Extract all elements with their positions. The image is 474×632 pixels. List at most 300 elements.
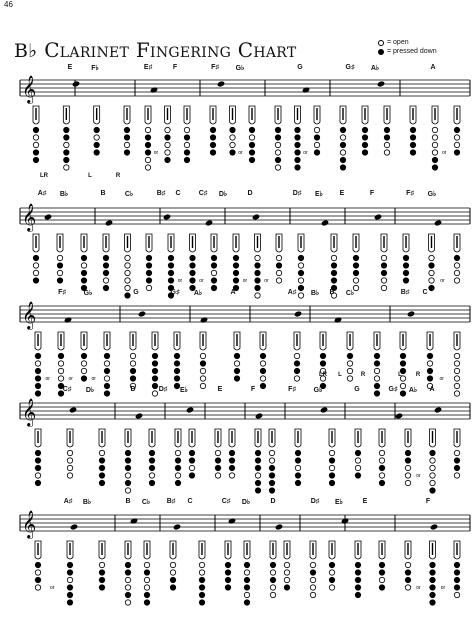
pressed-hole (146, 270, 151, 275)
fingering-diagram (255, 429, 261, 493)
fingering-diagram (379, 429, 385, 486)
fingering-diagram (57, 234, 63, 283)
chart-row-1 (0, 64, 474, 184)
open-hole (35, 585, 40, 590)
pressed-hole (35, 577, 40, 582)
treble-clef-icon: 𝄞 (22, 510, 37, 538)
open-hole (211, 270, 216, 275)
pressed-hole (145, 142, 150, 147)
fingering-diagram (403, 234, 409, 283)
pressed-hole (249, 150, 254, 155)
fingering-diagram (67, 429, 73, 478)
open-hole (405, 480, 410, 485)
pressed-hole (353, 255, 358, 260)
note-head (150, 87, 158, 94)
pressed-hole (94, 150, 99, 155)
open-hole (379, 458, 384, 463)
pressed-hole (81, 353, 86, 358)
open-hole (144, 577, 149, 582)
pressed-hole (454, 458, 459, 463)
pressed-hole (189, 450, 194, 455)
note-label: G (133, 289, 139, 296)
pressed-hole (255, 270, 260, 275)
pressed-hole (275, 135, 280, 140)
open-hole (165, 150, 170, 155)
pressed-hole (152, 353, 157, 358)
open-hole (405, 473, 410, 478)
open-hole (229, 473, 234, 478)
fingering-diagram (347, 332, 353, 381)
pressed-hole (175, 458, 180, 463)
open-hole (64, 165, 69, 170)
open-hole (199, 570, 204, 575)
open-hole (329, 450, 334, 455)
pressed-hole (145, 150, 150, 155)
open-hole (430, 473, 435, 478)
treble-clef-icon: 𝄞 (22, 301, 37, 329)
pressed-hole (379, 585, 384, 590)
pressed-hole (405, 577, 410, 582)
fingering-diagram (362, 106, 368, 155)
note-label: F♯ (211, 64, 219, 71)
pressed-hole (403, 263, 408, 268)
pressed-hole (244, 585, 249, 590)
fingering-diagram (454, 234, 460, 283)
open-hole (384, 150, 389, 155)
open-hole (427, 361, 432, 366)
note-label: C♭ (124, 191, 134, 198)
pressed-hole (99, 577, 104, 582)
pressed-hole (310, 570, 315, 575)
pressed-hole (355, 585, 360, 590)
fingering-diagram (410, 106, 416, 155)
legend-open-label: = open (387, 39, 409, 46)
pressed-hole (234, 376, 239, 381)
fingering-diagram (432, 106, 438, 170)
note-label: B♯ (166, 498, 176, 505)
pressed-hole (454, 570, 459, 575)
pressed-hole (430, 488, 435, 493)
legend-pressed (378, 47, 437, 56)
pressed-hole (33, 278, 38, 283)
fingering-diagram (174, 332, 180, 389)
open-hole (189, 465, 194, 470)
staff (20, 403, 470, 419)
open-hole (175, 450, 180, 455)
pressed-hole (362, 142, 367, 147)
pressed-hole (210, 135, 215, 140)
fingering-diagram (454, 429, 460, 478)
open-hole (130, 353, 135, 358)
pressed-hole (270, 562, 275, 567)
open-hole (58, 376, 63, 381)
pressed-hole (81, 270, 86, 275)
open-hole (275, 165, 280, 170)
pressed-hole (57, 263, 62, 268)
fingering-diagram (295, 429, 301, 486)
pressed-hole (67, 570, 72, 575)
fingering-diagram (454, 106, 460, 155)
pressed-hole (199, 592, 204, 597)
pressed-hole (168, 278, 173, 283)
or-label: or (199, 278, 204, 284)
pressed-hole (125, 562, 130, 567)
open-hole (125, 278, 130, 283)
fingering-diagram (146, 234, 152, 291)
note-label: A♯ (37, 190, 47, 197)
pressed-hole (103, 270, 108, 275)
open-hole (184, 127, 189, 132)
fingering-diagram (429, 234, 435, 291)
open-hole (310, 562, 315, 567)
open-hole (81, 368, 86, 373)
open-hole (58, 368, 63, 373)
pressed-hole (374, 353, 379, 358)
pressed-hole (403, 270, 408, 275)
open-hole (347, 376, 352, 381)
fingering-diagram (340, 106, 346, 170)
pressed-hole (125, 570, 130, 575)
pressed-hole (225, 570, 230, 575)
pressed-hole (33, 255, 38, 260)
staff (20, 515, 470, 531)
fingering-diagram (99, 541, 105, 590)
pressed-hole (355, 592, 360, 597)
fingering-diagram (184, 106, 190, 163)
note-head (64, 317, 72, 324)
title-key: B♭ (14, 40, 38, 62)
fingering-diagram (249, 106, 255, 163)
note-label: C♯ (221, 498, 231, 505)
pressed-hole (130, 368, 135, 373)
note-label: D (130, 386, 136, 393)
pressed-hole (94, 142, 99, 147)
pressed-hole (355, 570, 360, 575)
open-hole (429, 278, 434, 283)
pressed-hole (149, 480, 154, 485)
note-label: F (369, 190, 375, 197)
pressed-hole (210, 127, 215, 132)
fingering-diagram (124, 106, 130, 155)
open-hole (429, 255, 434, 260)
note-head (434, 407, 442, 414)
open-hole (33, 142, 38, 147)
note-label: B (100, 190, 106, 197)
note-label: C (422, 289, 428, 296)
open-hole (99, 450, 104, 455)
note-label: D♯ (158, 386, 168, 393)
pressed-hole (104, 368, 109, 373)
pressed-hole (295, 150, 300, 155)
fingering-diagram (145, 106, 151, 170)
open-hole (270, 592, 275, 597)
pressed-hole (255, 480, 260, 485)
pressed-hole (379, 562, 384, 567)
note-label: B♭ (82, 499, 92, 506)
open-hole (432, 135, 437, 140)
pressed-hole (67, 592, 72, 597)
fingering-diagram (63, 106, 69, 170)
note-head (434, 220, 442, 227)
fingering-diagram (170, 541, 176, 590)
pressed-hole (454, 562, 459, 567)
pressed-hole (355, 473, 360, 478)
pressed-hole (144, 570, 149, 575)
note-label: G (354, 386, 360, 393)
note-label: B♭ (59, 191, 69, 198)
pressed-hole (170, 577, 175, 582)
or-label: or (50, 585, 55, 591)
fingering-diagram (384, 106, 390, 155)
fingering-diagram (210, 106, 216, 155)
fingering-diagram (81, 234, 87, 291)
pressed-hole (67, 600, 72, 605)
fingering-diagram (295, 106, 301, 170)
open-hole (145, 157, 150, 162)
pressed-hole (405, 458, 410, 463)
pressed-hole (103, 263, 108, 268)
pressed-hole (149, 458, 154, 463)
fingering-diagram (329, 541, 335, 590)
pressed-hole (427, 376, 432, 381)
open-hole (454, 376, 459, 381)
pressed-hole (229, 450, 234, 455)
note-label: G♭ (427, 191, 437, 198)
open-hole (184, 142, 189, 147)
pressed-hole (168, 255, 173, 260)
pressed-hole (329, 458, 334, 463)
open-hole (125, 255, 130, 260)
pressed-hole (174, 361, 179, 366)
fingering-diagram (149, 429, 155, 486)
pressed-hole (430, 450, 435, 455)
pressed-hole (199, 600, 204, 605)
pressed-hole (35, 376, 40, 381)
open-hole (430, 458, 435, 463)
open-hole (125, 473, 130, 478)
pressed-hole (454, 127, 459, 132)
fingering-diagram (294, 332, 300, 381)
open-hole (276, 255, 281, 260)
pressed-hole (64, 127, 69, 132)
pressed-hole (362, 127, 367, 132)
pressed-hole (175, 465, 180, 470)
note-head (302, 87, 310, 94)
fingering-diagram (233, 234, 239, 291)
open-hole (379, 577, 384, 582)
open-hole (347, 361, 352, 366)
pressed-hole (329, 480, 334, 485)
open-hole (310, 577, 315, 582)
open-hole (125, 600, 130, 605)
note-label: E♭ (335, 499, 343, 506)
pressed-hole (124, 135, 129, 140)
fingering-diagram (211, 234, 217, 291)
note-label: D♭ (241, 499, 251, 506)
pressed-hole (152, 368, 157, 373)
open-hole (405, 465, 410, 470)
chart-row-4 (0, 385, 474, 505)
pressed-hole (430, 600, 435, 605)
note-head (130, 518, 138, 525)
open-hole (99, 562, 104, 567)
key-footnote: R (360, 372, 366, 378)
open-hole (67, 577, 72, 582)
note-label: A (429, 386, 435, 393)
open-hole (298, 278, 303, 283)
pressed-hole (64, 157, 69, 162)
note-label: C♯ (62, 386, 72, 393)
pressed-hole (379, 465, 384, 470)
pressed-hole (294, 361, 299, 366)
note-label: F♭ (91, 65, 99, 72)
pressed-hole (170, 585, 175, 590)
or-label: or (264, 278, 269, 284)
pressed-hole (35, 562, 40, 567)
pressed-hole (125, 450, 130, 455)
note-label: F♯ (406, 190, 414, 197)
pressed-hole (168, 263, 173, 268)
pressed-hole (331, 270, 336, 275)
pressed-hole (276, 263, 281, 268)
open-hole (200, 376, 205, 381)
page-number: 46 (4, 0, 13, 9)
or-label: or (439, 376, 444, 382)
pressed-hole (379, 570, 384, 575)
pressed-hole (432, 165, 437, 170)
key-footnote: L (88, 173, 92, 179)
pressed-hole (295, 480, 300, 485)
open-hole (432, 127, 437, 132)
pressed-hole (384, 127, 389, 132)
note-label: E (362, 498, 368, 505)
note-head (163, 214, 171, 221)
pressed-hole (381, 270, 386, 275)
pressed-hole (329, 562, 334, 567)
pressed-hole (229, 458, 234, 463)
pressed-hole (230, 127, 235, 132)
open-hole (67, 465, 72, 470)
pressed-hole (165, 135, 170, 140)
pressed-hole (58, 353, 63, 358)
pressed-hole (410, 127, 415, 132)
pressed-hole (184, 157, 189, 162)
open-hole (234, 361, 239, 366)
pressed-hole (124, 127, 129, 132)
pressed-hole (233, 263, 238, 268)
pressed-hole (64, 135, 69, 140)
pressed-hole (234, 353, 239, 358)
open-hole (454, 135, 459, 140)
open-hole (125, 488, 130, 493)
pressed-hole (174, 353, 179, 358)
fingering-diagram (260, 332, 266, 389)
pressed-hole (295, 450, 300, 455)
pressed-hole (331, 278, 336, 283)
open-hole (381, 255, 386, 260)
pressed-hole (64, 150, 69, 155)
open-hole (125, 577, 130, 582)
note-head (217, 81, 225, 88)
open-hole (294, 376, 299, 381)
note-head (320, 407, 328, 414)
open-hole (215, 473, 220, 478)
or-label: or (440, 278, 445, 284)
fingering-diagram (314, 106, 320, 155)
note-label: D♭ (85, 387, 95, 394)
or-label: or (442, 150, 447, 156)
pressed-hole (81, 278, 86, 283)
fingering-diagram (234, 332, 240, 381)
pressed-hole (81, 376, 86, 381)
fingering-diagram (130, 332, 136, 389)
pressed-hole (454, 465, 459, 470)
fingering-diagram (405, 429, 411, 486)
pressed-hole (255, 488, 260, 493)
fingering-diagram (381, 234, 387, 291)
pressed-hole (104, 353, 109, 358)
note-label: D♭ (218, 191, 228, 198)
pressed-hole (125, 465, 130, 470)
open-hole (125, 270, 130, 275)
open-hole (149, 473, 154, 478)
note-label: F (172, 64, 178, 71)
open-hole (58, 361, 63, 366)
pressed-hole (199, 577, 204, 582)
pressed-hole (298, 270, 303, 275)
pressed-hole (99, 585, 104, 590)
open-hole (454, 278, 459, 283)
open-hole (340, 150, 345, 155)
pressed-hole (149, 450, 154, 455)
note-head (186, 407, 194, 414)
pressed-hole (374, 361, 379, 366)
open-hole (230, 142, 235, 147)
pressed-hole (229, 465, 234, 470)
note-label: F (425, 498, 431, 505)
open-hole (170, 562, 175, 567)
pressed-hole (320, 361, 325, 366)
open-hole (200, 368, 205, 373)
legend (378, 38, 437, 56)
open-hole (35, 361, 40, 366)
note-label: C♭ (345, 290, 355, 297)
or-label: or (177, 278, 183, 284)
pressed-hole (234, 368, 239, 373)
fingering-diagram (275, 106, 281, 170)
pressed-hole (152, 376, 157, 381)
pressed-hole (168, 270, 173, 275)
open-hole (57, 255, 62, 260)
note-label: A♯ (63, 498, 73, 505)
pressed-hole (410, 135, 415, 140)
pressed-hole (430, 585, 435, 590)
pressed-hole (249, 142, 254, 147)
key-footnote: LR (319, 372, 327, 378)
pressed-hole (211, 278, 216, 283)
pressed-hole (410, 142, 415, 147)
open-hole (244, 570, 249, 575)
note-label: A♯ (287, 289, 297, 296)
open-hole (230, 135, 235, 140)
open-hole (144, 562, 149, 567)
fingering-diagram (310, 541, 316, 598)
note-label: E (67, 64, 73, 71)
note-label: B (125, 498, 131, 505)
pressed-hole (215, 458, 220, 463)
note-label: E♭ (180, 387, 188, 394)
pressed-hole (125, 592, 130, 597)
